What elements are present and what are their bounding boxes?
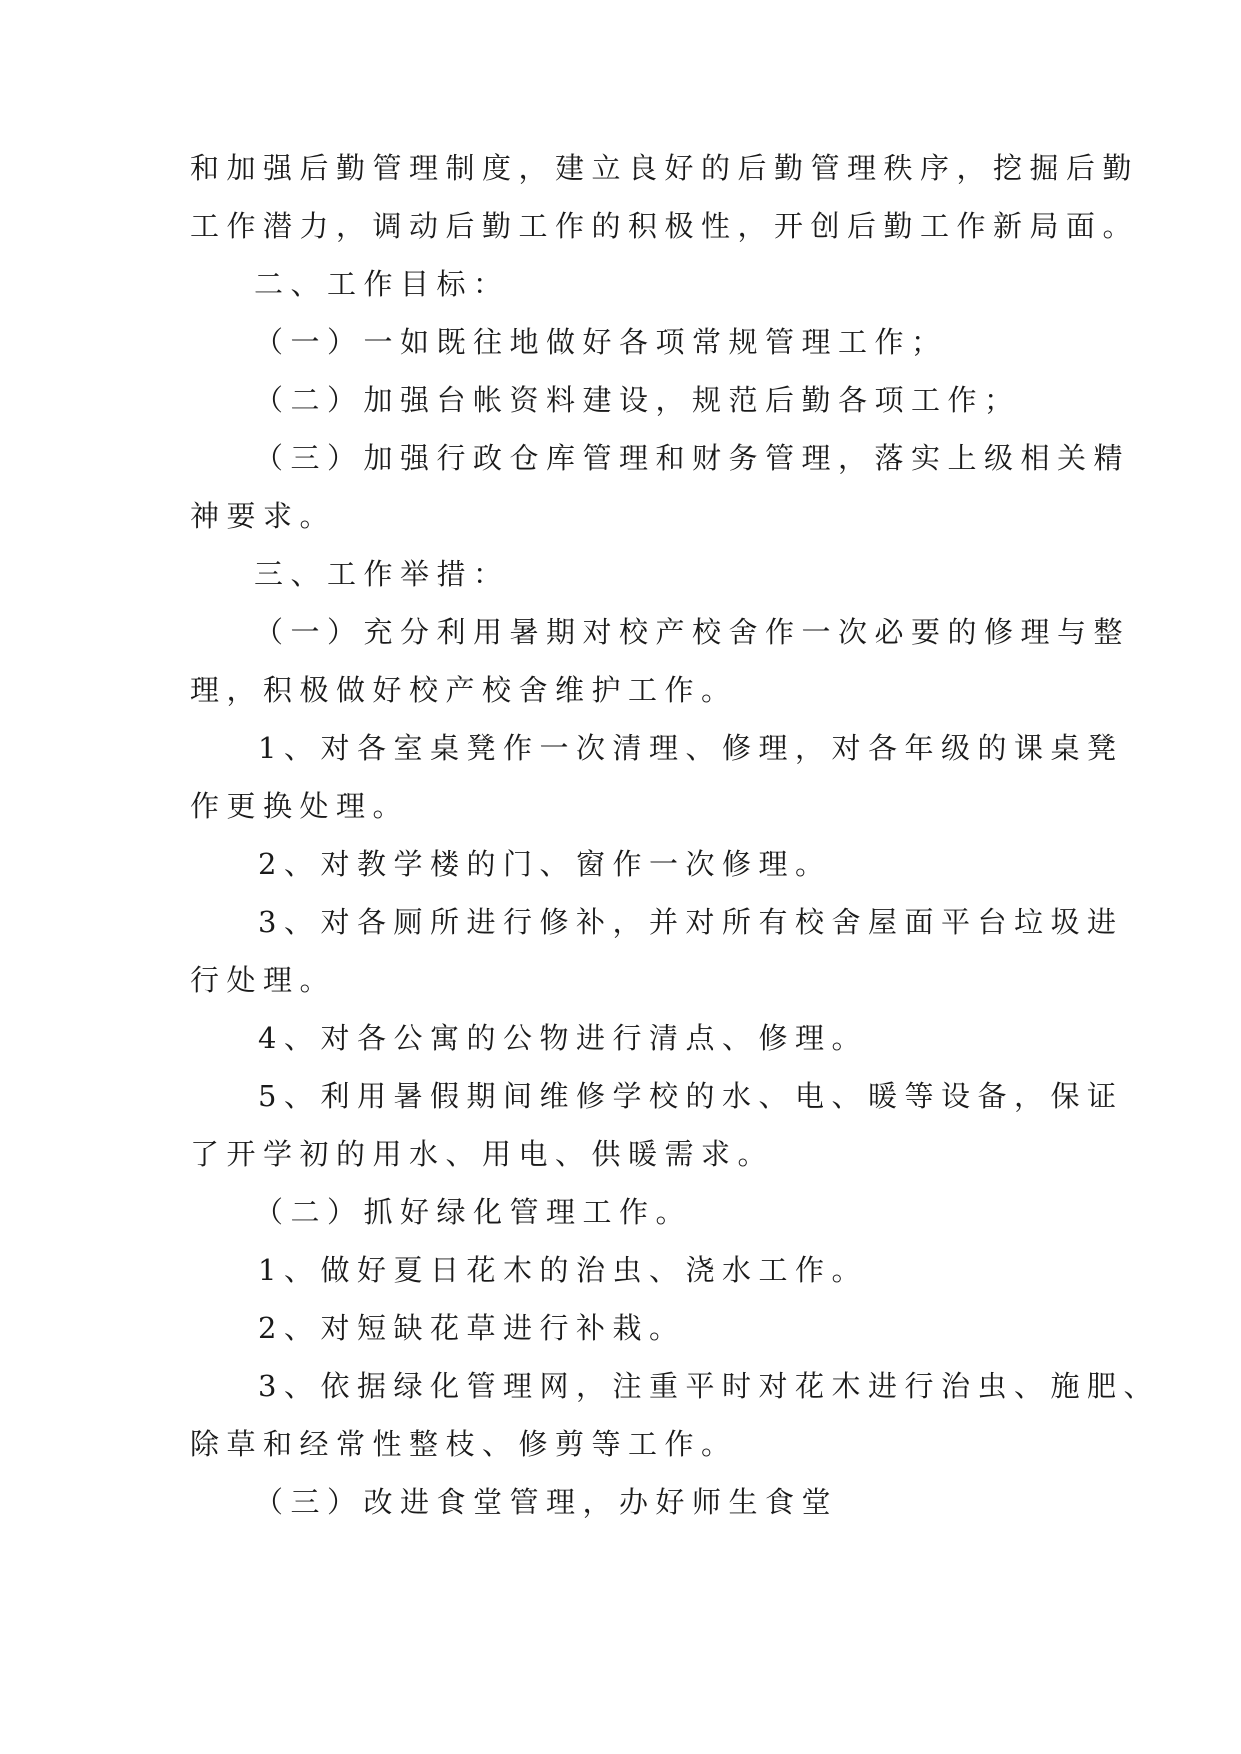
list-item: （二）加强台帐资料建设，规范后勤各项工作； — [254, 383, 1021, 417]
paragraph-line: 和加强后勤管理制度，建立良好的后勤管理秩序，挖掘后勤 — [190, 151, 1140, 185]
list-item: 4、对各公寓的公物进行清点、修理。 — [258, 1021, 868, 1055]
list-item: 1、对各室桌凳作一次清理、修理，对各年级的课桌凳 — [258, 731, 1124, 765]
list-item: 5、利用暑假期间维修学校的水、电、暖等设备，保证 — [258, 1079, 1124, 1113]
paragraph-line: 工作潜力，调动后勤工作的积极性，开创后勤工作新局面。 — [190, 209, 1140, 243]
section-heading: 二、工作目标： — [254, 267, 510, 301]
paragraph-line: 了开学初的用水、用电、供暖需求。 — [190, 1137, 775, 1171]
paragraph-line: 除草和经常性整枝、修剪等工作。 — [190, 1427, 738, 1461]
list-item: 2、对短缺花草进行补栽。 — [258, 1311, 686, 1345]
list-item: 1、做好夏日花木的治虫、浇水工作。 — [258, 1253, 868, 1287]
list-item: （一）一如既往地做好各项常规管理工作； — [254, 325, 948, 359]
list-item: （二）抓好绿化管理工作。 — [254, 1195, 693, 1229]
paragraph-line: 神要求。 — [190, 499, 337, 533]
list-item: 3、对各厕所进行修补，并对所有校舍屋面平台垃圾进 — [258, 905, 1124, 939]
paragraph-line: 行处理。 — [190, 963, 337, 997]
list-item: 2、对教学楼的门、窗作一次修理。 — [258, 847, 832, 881]
list-item: （三）改进食堂管理，办好师生食堂 — [254, 1485, 839, 1519]
paragraph-line: 作更换处理。 — [190, 789, 410, 823]
section-heading: 三、工作举措： — [254, 557, 510, 591]
list-item: （一）充分利用暑期对校产校舍作一次必要的修理与整 — [254, 615, 1131, 649]
list-item: （三）加强行政仓库管理和财务管理，落实上级相关精 — [254, 441, 1131, 475]
paragraph-line: 理，积极做好校产校舍维护工作。 — [190, 673, 738, 707]
list-item: 3、依据绿化管理网，注重平时对花木进行治虫、施肥、 — [258, 1369, 1160, 1403]
